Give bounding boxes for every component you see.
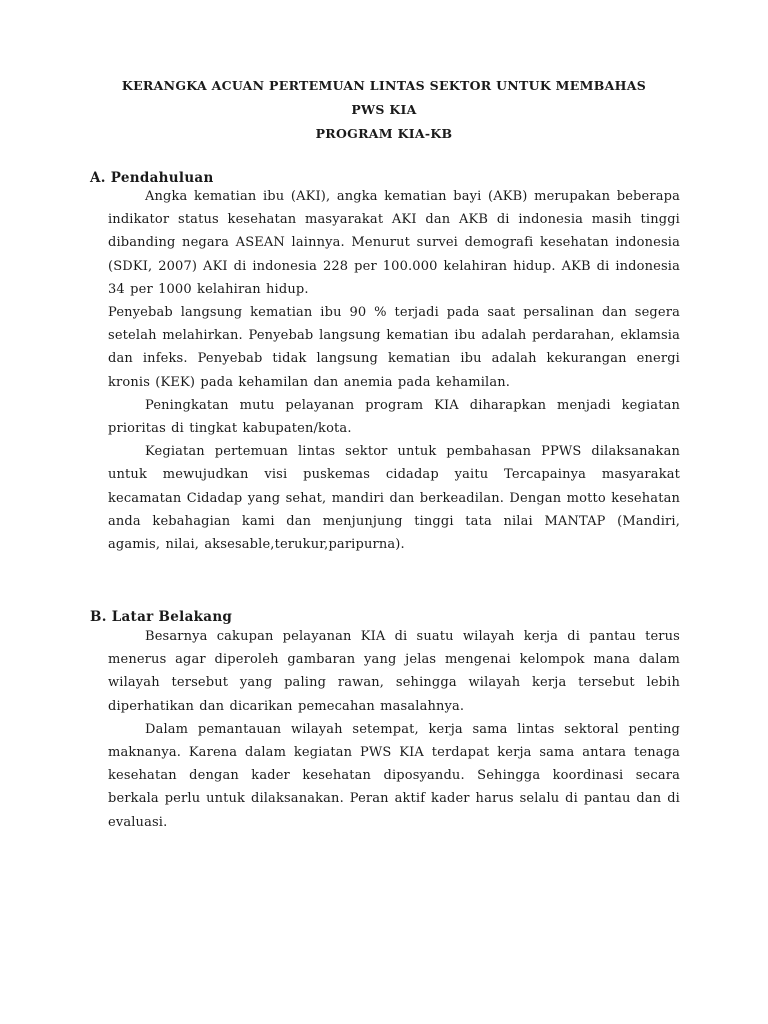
section-a-paragraph-1: Angka kematian ibu (AKI), angka kematian bayi (AKB) merupakan beberapa indikator status kesehatan masyarakat AKI dan AKB di indonesia masih tinggi dibanding negara ASEAN lainnya. Menurut survei demografi kesehatan indonesia (SDKI, 2007) AKI di indonesia 228 per 100.000 kelahiran hidup. AKB di indonesia 34 per 1000 kelahiran hidup.: [108, 189, 680, 297]
document-title-line-3: PROGRAM KIA-KB: [315, 126, 453, 141]
section-a-heading: A. Pendahuluan: [90, 170, 214, 186]
section-b-body: [108, 625, 680, 834]
section-a-paragraph-4: Kegiatan pertemuan lintas sektor untuk pembahasan PPWS dilaksanakan untuk mewujudkan visi puskemas cidadap yaitu Tercapainya masyarakat kecamatan Cidadap yang sehat, mandiri dan berkeadilan. Dengan motto kesehatan anda kebahagian kami dan menjunjung tinggi tata nilai MANTAP (Mandiri, agamis, nilai, aksesable,terukur,paripurna).: [108, 444, 680, 553]
section-b-heading: B. Latar Belakang: [90, 609, 233, 625]
section-a-paragraph-2: Penyebab langsung kematian ibu 90 % terjadi pada saat persalinan dan segera setelah melahirkan. Penyebab langsung kematian ibu adalah perdarahan, eklamsia dan infeks. Penyebab tidak langsung kematian ibu adalah kekurangan energi kronis (KEK) pada kehamilan dan anemia pada kehamilan.: [108, 305, 680, 390]
section-a-paragraph-3: Peningkatan mutu pelayanan program KIA diharapkan menjadi kegiatan prioritas di tingkat kabupaten/kota.: [108, 397, 680, 437]
document-title-line-1: KERANGKA ACUAN PERTEMUAN LINTAS SEKTOR UNTUK MEMBAHAS: [121, 78, 647, 93]
section-a-body: [108, 185, 680, 556]
section-b-paragraph-2: Dalam pemantauan wilayah setempat, kerja sama lintas sektoral penting maknanya. Karena dalam kegiatan PWS KIA terdapat kerja sama antara tenaga kesehatan dengan kader kesehatan diposyandu. Sehingga koordinasi secara berkala perlu untuk dilaksanakan. Peran aktif kader harus selalu di pantau dan di evaluasi.: [108, 721, 680, 830]
document-title-line-2: PWS KIA: [351, 102, 417, 117]
section-b-paragraph-1: Besarnya cakupan pelayanan KIA di suatu wilayah kerja di pantau terus menerus agar diperoleh gambaran yang jelas mengenai kelompok mana dalam wilayah tersebut yang paling rawan, sehingga wilayah kerja tersebut lebih diperhatikan dan dicarikan pemecahan masalahnya.: [108, 629, 680, 714]
